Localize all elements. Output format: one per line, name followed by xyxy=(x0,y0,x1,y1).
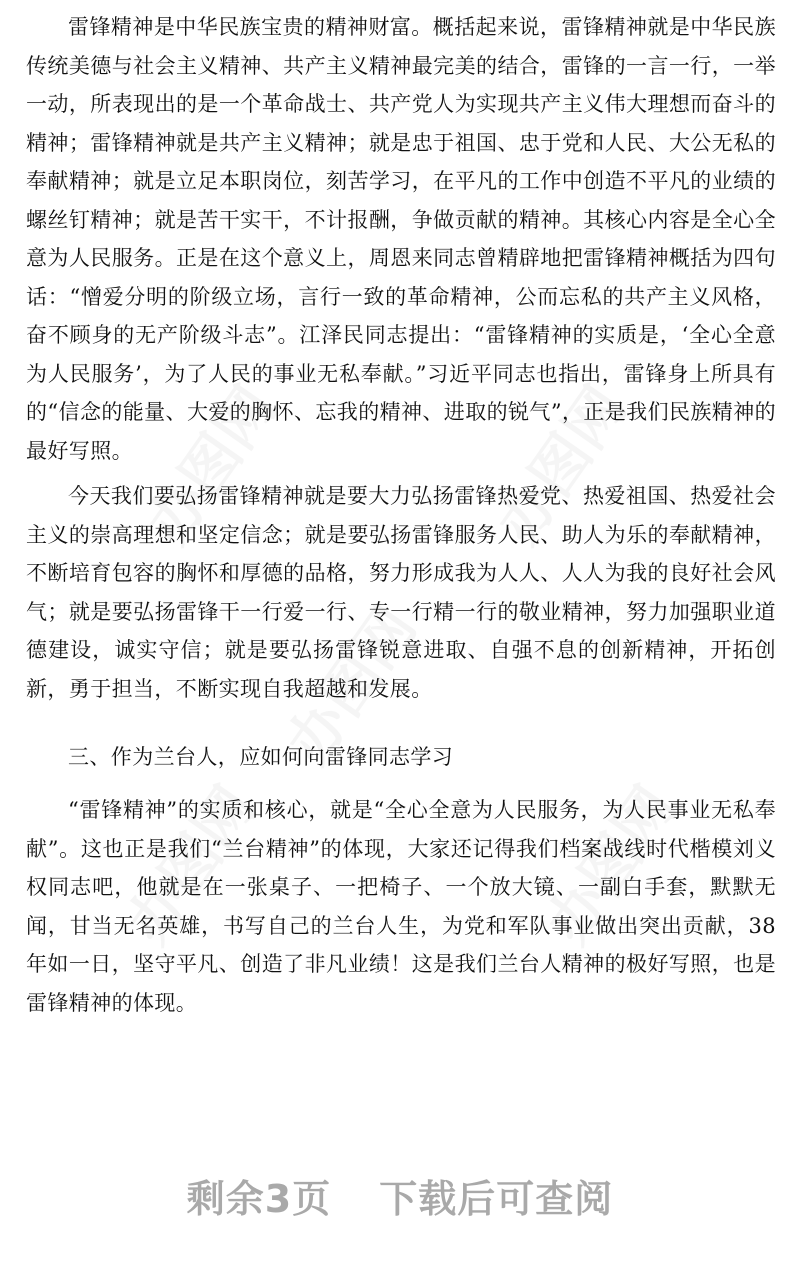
download-hint-label: 下载后可查阅 xyxy=(379,1177,614,1221)
section-heading: 三、作为兰台人，应如何向雷锋同志学习 xyxy=(68,745,454,769)
body-paragraph-2: 今天我们要弘扬雷锋精神就是要大力弘扬雷锋热爱党、热爱祖国、热爱社会主义的崇高理想和坚定信念；就是要弘扬雷锋服务人民、助人为乐的奉献精神，不断培育包容的胸怀和厚德的品格，努力形成我为人人、人人为我的良好社会风气；就是要弘扬雷锋干一行爱一行、专一行精一行的敬业精神，努力加强职业道德建设，诚实守信；就是要弘扬雷锋锐意进取、自强不息的创新精神，开拓创新，勇于担当，不断实现自我超越和发展。 xyxy=(26,484,776,701)
download-banner[interactable] xyxy=(0,1168,800,1223)
body-paragraph-1: 雷锋精神是中华民族宝贵的精神财富。概括起来说，雷锋精神就是中华民族传统美德与社会主义精神、共产主义精神最完美的结合，雷锋的一言一行，一举一动，所表现出的是一个革命战士、共产党人为实现共产主义伟大理想而奋斗的精神；雷锋精神就是共产主义精神；就是忠于祖国、忠于党和人民、大公无私的奉献精神；就是立足本职岗位，刻苦学习，在平凡的工作中创造不平凡的业绩的螺丝钉精神；就是苦干实干，不计报酬，争做贡献的精神。其核心内容是全心全意为人民服务。正是在这个意义上，周恩来同志曾精辟地把雷锋精神概括为四句话：“憎爱分明的阶级立场，言行一致的革命精神，公而忘私的共产主义风格，奋不顾身的无产阶级斗志”。江泽民同志提出：“雷锋精神的实质是，‘全心全意为人民服务’，为了人民的事业无私奉献。”习近平同志也指出，雷锋身上所具有的“信念的能量、大爱的胸怀、忘我的精神、进取的锐气”，正是我们民族精神的最好写照。 xyxy=(26,15,776,463)
body-paragraph-3: “雷锋精神”的实质和核心，就是“全心全意为人民服务，为人民事业无私奉献”。这也正是我们“兰台精神”的体现，大家还记得我们档案战线时代楷模刘义权同志吧，他就是在一张桌子、一把椅子、一个放大镜、一副白手套，默默无闻，甘当无名英雄，书写自己的兰台人生，为党和军队事业做出突出贡献，38年如一日，坚守平凡、创造了非凡业绩！这是我们兰台人精神的极好写照，也是雷锋精神的体现。 xyxy=(26,798,776,1015)
remaining-pages-label: 剩余3页 xyxy=(186,1177,332,1221)
